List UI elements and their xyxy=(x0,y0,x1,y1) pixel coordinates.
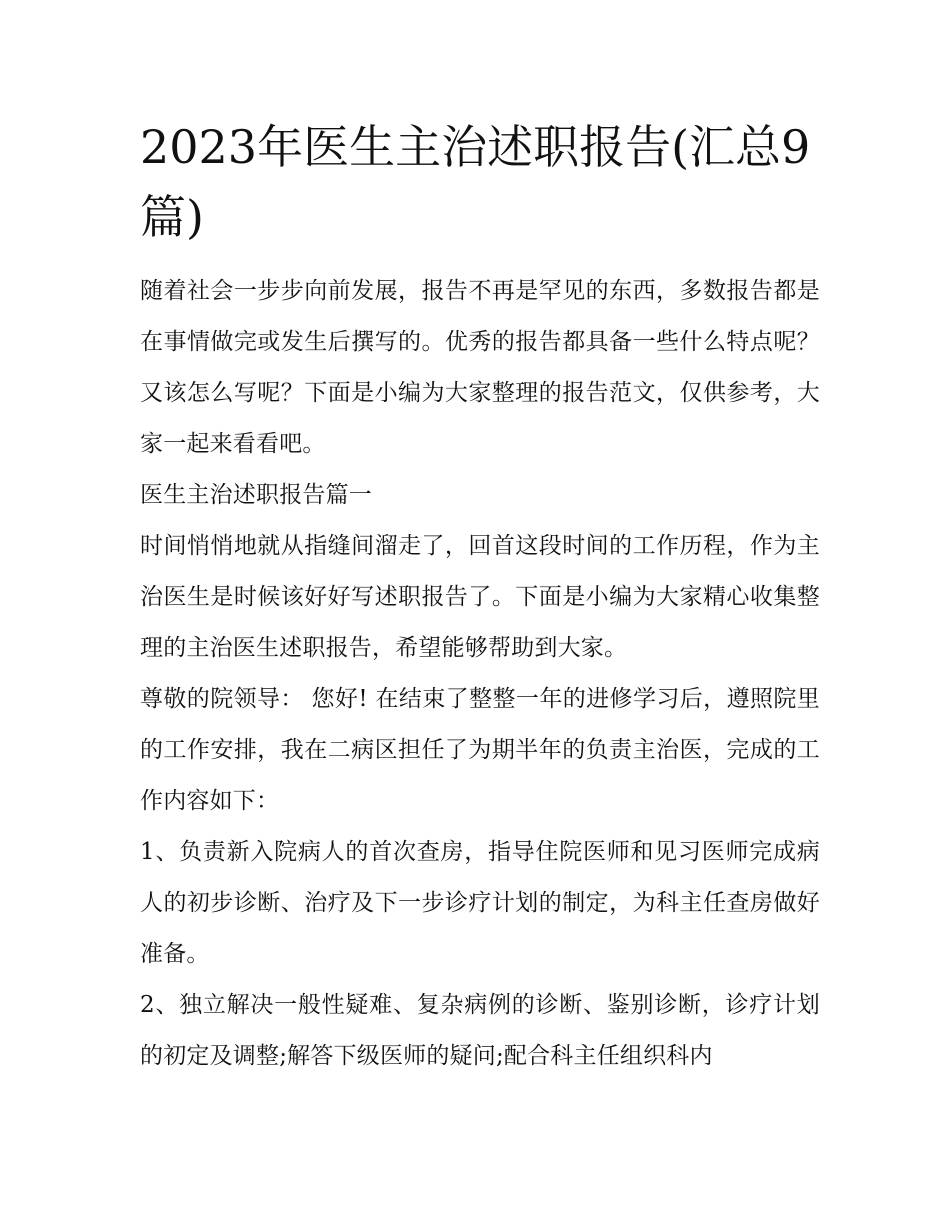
body-paragraph: 尊敬的院领导： 您好! 在结束了整整一年的进修学习后，遵照院里的工作安排，我在二病区担任了为期半年的负责主治医，完成的工作内容如下： xyxy=(140,686,820,814)
document-page xyxy=(140,112,820,1082)
document-title: 2023年医生主治述职报告(汇总9篇) xyxy=(140,120,811,244)
list-item: 2、独立解决一般性疑难、复杂病例的诊断、鉴别诊断，诊疗计划的初定及调整;解答下级医师的疑问;配合科主任组织科内 xyxy=(140,992,820,1069)
list-item: 1、负责新入院病人的首次查房，指导住院医师和见习医师完成病人的初步诊断、治疗及下一步诊疗计划的制定，为科主任查房做好准备。 xyxy=(140,839,820,967)
body-paragraph: 时间悄悄地就从指缝间溜走了，回首这段时间的工作历程，作为主治医生是时候该好好写述职报告了。下面是小编为大家精心收集整理的主治医生述职报告，希望能够帮助到大家。 xyxy=(140,533,820,661)
section-heading: 医生主治述职报告篇一 xyxy=(140,482,372,508)
intro-paragraph: 随着社会一步步向前发展，报告不再是罕见的东西，多数报告都是在事情做完或发生后撰写的。优秀的报告都具备一些什么特点呢？又该怎么写呢？下面是小编为大家整理的报告范文，仅供参考，大家一起来看看吧。 xyxy=(140,278,820,457)
